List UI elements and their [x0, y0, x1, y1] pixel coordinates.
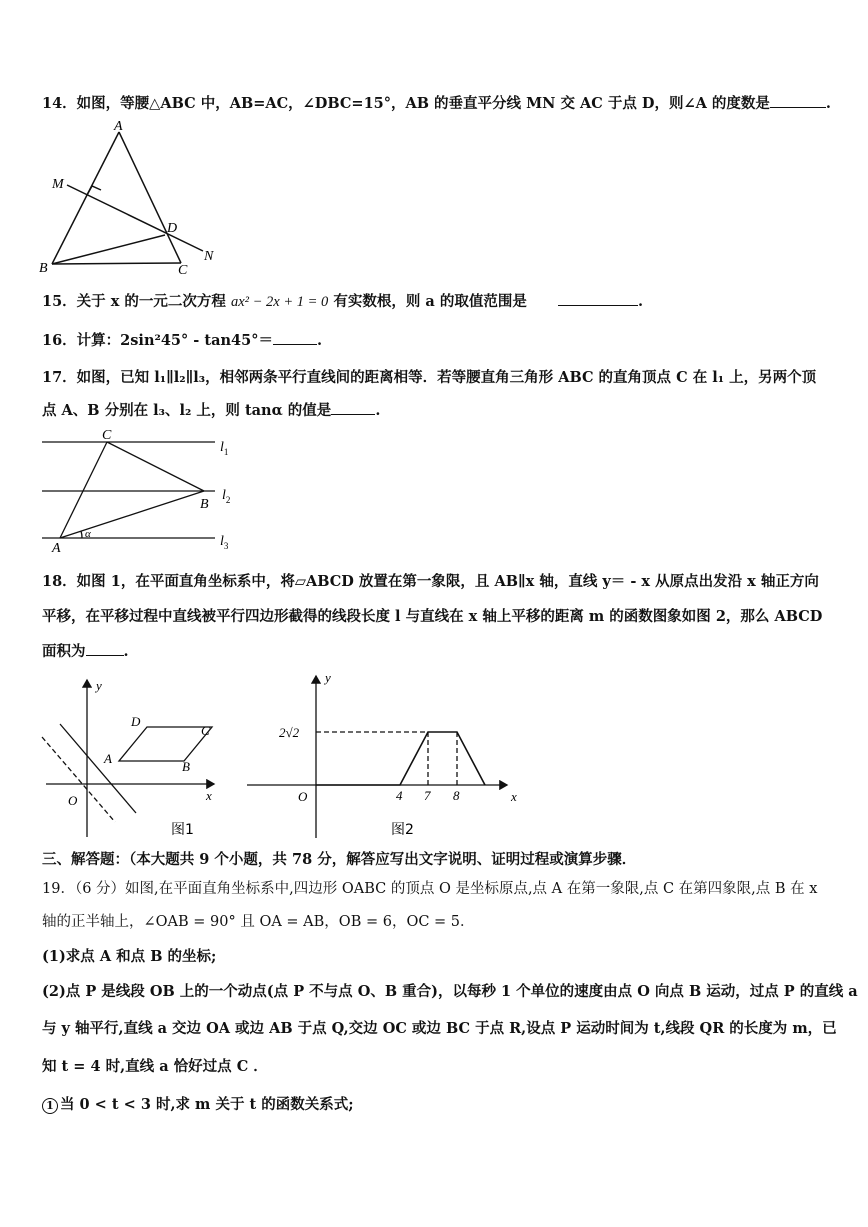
q18-figure-2: [245, 668, 535, 844]
q14-edge-ac: [119, 132, 181, 263]
q17-text-line2: [42, 399, 380, 420]
q17-label-l3: $l_3$: [220, 534, 229, 551]
q19-stem-2: 轴的正半轴上，∠OAB = 90° 且 OA = AB，OB = 6，OC = 5．: [42, 914, 475, 930]
q18-fig1-parallelogram: [119, 727, 212, 761]
q17-answer-blank[interactable]: [331, 414, 375, 415]
q14-text: [42, 92, 831, 113]
q16-end: .: [316, 332, 323, 349]
q18-stem-2: 平移，在平移过程中直线被平行四边形截得的线段长度 l 与直线在 x 轴上平移的距离 m 的函数图象如图 2，那么 ABCD: [42, 608, 823, 625]
q14-label-m: M: [52, 177, 64, 192]
q16-stem: 16．计算：2sin²45° - tan45°＝: [42, 332, 273, 349]
q14-edge-bc: [52, 263, 181, 264]
q17-label-a: A: [52, 541, 61, 556]
q15-stem-post: 有实数根，则 a 的取值范围是: [333, 293, 527, 310]
q14-end: .: [825, 95, 831, 112]
q18-fig2-tick-4: 4: [396, 788, 403, 803]
q14-label-n: N: [204, 249, 214, 264]
q14-edge-ab: [52, 132, 119, 264]
q17-stem-2: 点 A、B 分别在 l₃、l₂ 上，则 tanα 的值是: [42, 402, 332, 419]
q19-part2-text-3: 知 t = 4 时,直线 a 恰好过点 C ．: [42, 1058, 268, 1075]
q16-text: [42, 329, 322, 350]
q14-figure: [30, 115, 230, 278]
q18-fig1-caption: 图1: [171, 822, 194, 838]
q19-part2-line3: [42, 1055, 268, 1076]
q14-label-b: B: [39, 261, 48, 276]
q14-right-angle-mark: [87, 186, 101, 195]
q18-fig2-caption: 图2: [391, 822, 414, 838]
q18-fig1-label-x: x: [206, 788, 212, 803]
q15-equation: ax² − 2x + 1 = 0: [230, 294, 329, 310]
q17-label-b: B: [200, 497, 209, 512]
q18-answer-blank[interactable]: [86, 655, 124, 656]
q18-end: .: [123, 643, 129, 660]
q17-alpha-arc: [81, 531, 82, 538]
q18-fig1-label-d: D: [131, 714, 141, 729]
q18-figure-1: [38, 672, 228, 842]
q18-fig1-label-c: C: [201, 723, 210, 738]
q18-fig1-line-dashed: [42, 737, 115, 822]
q14-answer-blank[interactable]: [770, 107, 826, 108]
q14-label-d: D: [167, 221, 178, 236]
q18-fig2-label-o: O: [298, 789, 308, 804]
q14-edge-bd: [52, 235, 165, 264]
q18-stem-3: 面积为: [42, 643, 86, 660]
section3-title-text: 三、解答题：（本大题共 9 个小题，共 78 分，解答应写出文字说明、证明过程或演算步骤．: [42, 851, 637, 868]
q18-text-line1: [42, 570, 819, 591]
q15-text: [42, 290, 643, 311]
q16-answer-blank[interactable]: [273, 344, 317, 345]
q17-edge-ca: [60, 442, 107, 538]
q19-part2-text-2: 与 y 轴平行,直线 a 交边 OA 或边 AB 于点 Q,交边 OC 或边 BC 于点 R,设点 P 运动时间为 t,线段 QR 的长度为 m，已: [42, 1020, 837, 1037]
q14-label-c: C: [178, 263, 188, 278]
q17-figure: [30, 425, 250, 555]
q19-text-line1: [42, 877, 817, 898]
q19-sub1-number: 1: [42, 1098, 58, 1114]
q18-fig1-label-b: B: [182, 759, 190, 774]
q17-end: .: [375, 402, 381, 419]
q19-sub1: [42, 1093, 354, 1114]
q18-fig2-tick-y: 2√2: [279, 725, 300, 740]
q17-edge-cb: [107, 442, 204, 491]
q19-part1: [42, 945, 216, 966]
section3-title: [42, 848, 636, 869]
q14-label-a: A: [114, 119, 123, 134]
q18-text-line3: [42, 640, 129, 661]
q19-text-line2: [42, 910, 475, 931]
q18-text-line2: [42, 605, 822, 626]
q19-part2-text-1: (2)点 P 是线段 OB 上的一个动点(点 P 不与点 O、B 重合)，以每秒 1 个单位的速度由点 O 向点 B 运动，过点 P 的直线 a: [42, 983, 858, 1000]
q17-label-alpha: α: [85, 528, 91, 540]
q18-fig1-label-a: A: [104, 751, 112, 766]
q17-stem-1: 17．如图，已知 l₁∥l₂∥l₃，相邻两条平行直线间的距离相等．若等腰直角三角形 ABC 的直角顶点 C 在 l₁ 上，另两个顶: [42, 369, 817, 386]
q17-label-c: C: [102, 428, 112, 443]
q17-label-l1: $l_1$: [220, 440, 229, 457]
q18-fig1-label-y: y: [96, 678, 102, 693]
q17-text-line1: [42, 366, 816, 387]
q15-stem-pre: 15．关于 x 的一元二次方程: [42, 293, 226, 310]
q15-answer-blank[interactable]: [558, 305, 638, 306]
q18-fig1-label-o: O: [68, 793, 78, 808]
q18-fig2-tick-8: 8: [453, 788, 460, 803]
q18-fig2-label-y: y: [325, 670, 331, 685]
q18-fig2-label-x: x: [511, 789, 517, 804]
q19-part1-text: (1)求点 A 和点 B 的坐标;: [42, 948, 217, 965]
q18-fig2-graph: [316, 732, 485, 785]
q14-stem: 14．如图，等腰△ABC 中，AB=AC，∠DBC=15°，AB 的垂直平分线 MN 交 AC 于点 D，则∠A 的度数是: [42, 95, 770, 112]
q17-label-l2: $l_2$: [222, 488, 231, 505]
q18-fig2-tick-7: 7: [424, 788, 431, 803]
q18-stem-1: 18．如图 1，在平面直角坐标系中，将▱ABCD 放置在第一象限，且 AB∥x 轴，直线 y＝ - x 从原点出发沿 x 轴正方向: [42, 573, 819, 590]
q19-part2-line2: [42, 1017, 837, 1038]
q19-part2-line1: [42, 980, 858, 1001]
q19-sub1-text: 当 0 < t < 3 时,求 m 关于 t 的函数关系式;: [60, 1096, 354, 1113]
q15-end: .: [637, 293, 643, 310]
q19-stem-1: 19．（6 分）如图,在平面直角坐标系中,四边形 OABC 的顶点 O 是坐标原点,点 A 在第一象限,点 C 在第四象限,点 B 在 x: [42, 881, 818, 897]
